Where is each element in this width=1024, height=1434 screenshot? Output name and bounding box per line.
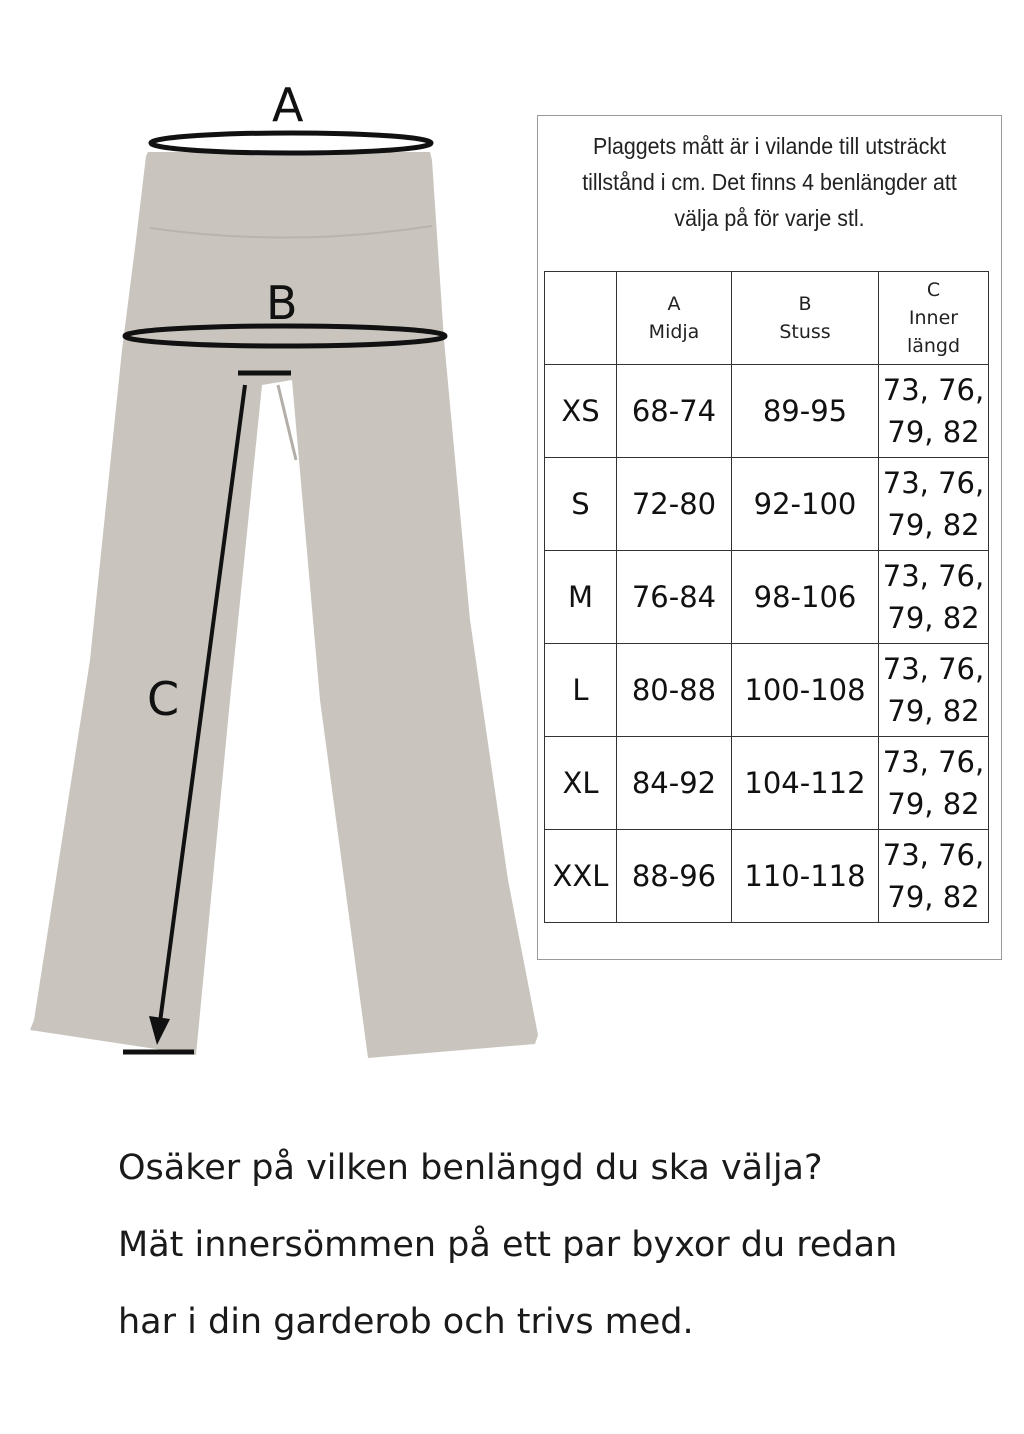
size-chart-note: Plaggets mått är i vilande till utsträckt tillstånd i cm. Det finns 4 benlängder att välja på för varje stl. — [582, 133, 957, 231]
measure-a-waist-loop — [151, 133, 431, 153]
header-waist-letter: A — [667, 293, 681, 315]
waist-cell: 76-84 — [617, 551, 732, 644]
table-row — [545, 458, 989, 551]
header-size-column — [545, 272, 617, 365]
size-cell: XXL — [545, 830, 617, 923]
inseam-line-2: 79, 82 — [887, 601, 980, 635]
hip-cell: 92-100 — [732, 458, 879, 551]
inseam-cell — [879, 551, 989, 644]
inseam-line-1: 73, 76, — [882, 745, 985, 779]
table-row — [545, 365, 989, 458]
hip-cell: 100-108 — [732, 644, 879, 737]
inseam-shadow — [278, 385, 296, 460]
inseam-line-1: 73, 76, — [882, 652, 985, 686]
inseam-line-1: 73, 76, — [882, 838, 985, 872]
inseam-line-2: 79, 82 — [887, 694, 980, 728]
inseam-cell — [879, 737, 989, 830]
header-waist-name: Midja — [648, 321, 700, 343]
footer-line-1: Osäker på vilken benlängd du ska välja? — [118, 1148, 823, 1188]
header-inseam-name: Inner längd — [906, 307, 961, 357]
table-row — [545, 551, 989, 644]
table-row — [545, 830, 989, 923]
footer-advice — [118, 1137, 998, 1368]
header-inseam-letter: C — [926, 279, 941, 301]
inseam-cell — [879, 458, 989, 551]
inseam-line-2: 79, 82 — [887, 415, 980, 449]
inseam-cell — [879, 644, 989, 737]
inseam-line-1: 73, 76, — [882, 559, 985, 593]
inseam-line-1: 73, 76, — [882, 466, 985, 500]
header-hip — [732, 272, 879, 365]
footer-line-2: Mät innersömmen på ett par byxor du redan — [118, 1225, 898, 1265]
size-cell: XS — [545, 365, 617, 458]
table-row — [545, 644, 989, 737]
table-row — [545, 737, 989, 830]
header-inseam — [879, 272, 989, 365]
size-cell: M — [545, 551, 617, 644]
header-hip-letter: B — [798, 293, 812, 315]
inseam-line-1: 73, 76, — [882, 373, 985, 407]
waist-cell: 84-92 — [617, 737, 732, 830]
size-cell: S — [545, 458, 617, 551]
size-chart-panel — [537, 115, 1002, 960]
waist-cell: 68-74 — [617, 365, 732, 458]
label-c: C — [147, 672, 180, 726]
size-cell: XL — [545, 737, 617, 830]
hip-cell: 104-112 — [732, 737, 879, 830]
hip-cell: 98-106 — [732, 551, 879, 644]
label-b: B — [266, 276, 298, 330]
waist-cell: 88-96 — [617, 830, 732, 923]
inseam-cell — [879, 830, 989, 923]
inseam-line-2: 79, 82 — [887, 880, 980, 914]
header-hip-name: Stuss — [779, 321, 831, 343]
inseam-cell — [879, 365, 989, 458]
hip-cell: 110-118 — [732, 830, 879, 923]
inseam-line-2: 79, 82 — [887, 787, 980, 821]
waist-cell: 80-88 — [617, 644, 732, 737]
hip-cell: 89-95 — [732, 365, 879, 458]
inseam-line-2: 79, 82 — [887, 508, 980, 542]
footer-line-3: har i din garderob och trivs med. — [118, 1302, 694, 1342]
header-waist — [617, 272, 732, 365]
waist-cell: 72-80 — [617, 458, 732, 551]
label-a: A — [272, 78, 304, 132]
size-cell: L — [545, 644, 617, 737]
table-header-row — [545, 272, 989, 365]
size-table — [544, 271, 989, 923]
